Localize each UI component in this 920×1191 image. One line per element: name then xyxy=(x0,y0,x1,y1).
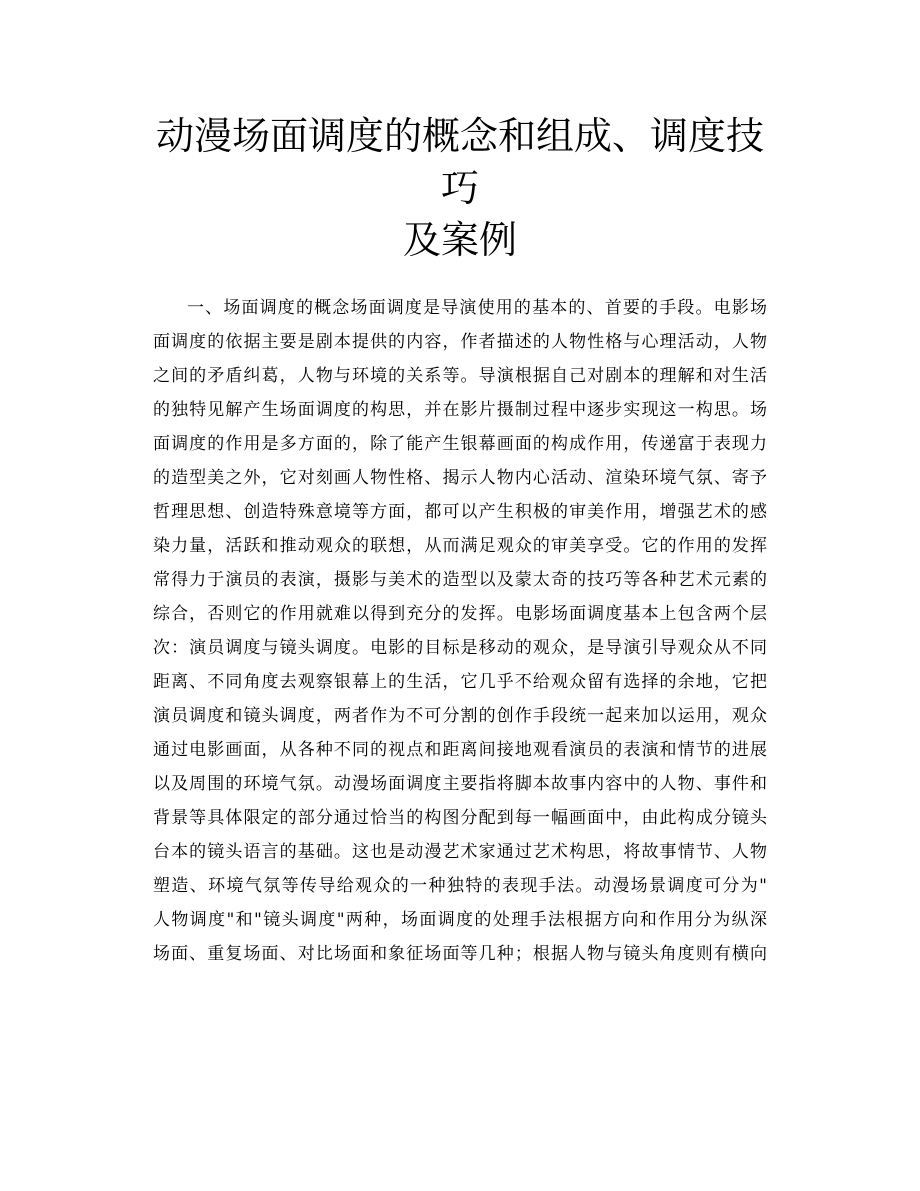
body-line: 之间的矛盾纠葛，人物与环境的关系等。导演根据自己对剧本的理解和对生活 xyxy=(153,366,767,386)
body-line: 面调度的作用是多方面的，除了能产生银幕画面的构成作用，传递富于表现力 xyxy=(153,434,767,454)
body-line: 场面、重复场面、对比场面和象征场面等几种；根据人物与镜头角度则有横向 xyxy=(153,944,767,964)
body-line: 塑造、环境气氛等传导给观众的一种独特的表现手法。动漫场景调度可分为" xyxy=(153,876,767,896)
body-line: 台本的镜头语言的基础。这也是动漫艺术家通过艺术构思，将故事情节、人物 xyxy=(153,842,767,862)
title-line: 动漫场面调度的概念和组成、调度技巧 xyxy=(155,114,764,210)
body-line: 常得力于演员的表演，摄影与美术的造型以及蒙太奇的技巧等各种艺术元素的 xyxy=(153,570,767,590)
body-line: 以及周围的环境气氛。动漫场面调度主要指将脚本故事内容中的人物、事件和 xyxy=(153,774,767,794)
title-line: 及案例 xyxy=(402,218,517,262)
body-line: 哲理思想、创造特殊意境等方面，都可以产生积极的审美作用，增强艺术的感 xyxy=(153,502,767,522)
body-line: 演员调度和镜头调度，两者作为不可分割的创作手段统一起来加以运用，观众 xyxy=(153,706,767,726)
body-line: 背景等具体限定的部分通过恰当的构图分配到每一幅画面中，由此构成分镜头 xyxy=(153,808,767,828)
body-line: 面调度的依据主要是剧本提供的内容，作者描述的人物性格与心理活动，人物 xyxy=(153,332,767,352)
body-line: 一、场面调度的概念场面调度是导演使用的基本的、首要的手段。电影场 xyxy=(187,298,767,318)
body-line: 综合，否则它的作用就难以得到充分的发挥。电影场面调度基本上包含两个层 xyxy=(153,604,767,624)
body-line: 次：演员调度与镜头调度。电影的目标是移动的观众，是导演引导观众从不同 xyxy=(153,638,767,658)
body-line: 的造型美之外，它对刻画人物性格、揭示人物内心活动、渲染环境气氛、寄予 xyxy=(153,468,767,488)
body-line: 染力量，活跃和推动观众的联想，从而满足观众的审美享受。它的作用的发挥 xyxy=(153,536,767,556)
body-line: 的独特见解产生场面调度的构思，并在影片摄制过程中逐步实现这一构思。场 xyxy=(153,400,767,420)
body-line: 人物调度"和"镜头调度"两种，场面调度的处理手法根据方向和作用分为纵深 xyxy=(153,910,767,930)
body-paragraph xyxy=(153,291,767,971)
body-line: 通过电影画面，从各种不同的视点和距离间接地观看演员的表演和情节的进展 xyxy=(153,740,767,760)
body-line: 距离、不同角度去观察银幕上的生活，它几乎不给观众留有选择的余地，它把 xyxy=(153,672,767,692)
document-title xyxy=(140,110,780,266)
